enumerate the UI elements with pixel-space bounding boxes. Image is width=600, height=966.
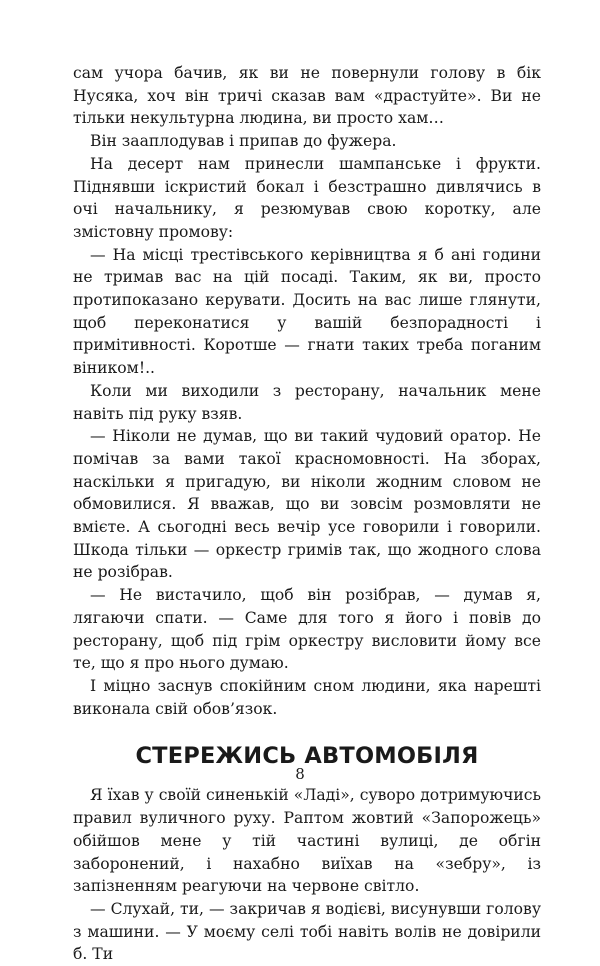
paragraph: — Ніколи не думав, що ви такий чудовий оратор. Не помічав за вами такої красномовності. На зборах, наскільки я пригадую, ви ніколи жодним словом не обмовилися. Я вважав, що ви зовсім розмовляти не вмієте. А сьогодні весь вечір усе говорили і говорили. Шкода тільки — оркестр гримів так, що жодного слова не розібрав.: [73, 427, 541, 582]
paragraph: Я їхав у своїй синенькій «Ладі», суворо дотримуючись правил вуличного руху. Раптом жовтий «Запорожець» обійшов мене у тій частині вулиці, де обгін заборонений, і нахабно виїхав на «зебру», із запізненням реагуючи на червоне світло.: [73, 786, 541, 896]
chapter-title: СТЕРЕЖИСЬ АВТОМОБІЛЯ: [135, 743, 479, 770]
page-number: 8: [295, 765, 305, 783]
paragraph: — Слухай, ти, — закричав я водієві, висунувши голову з машини. — У моєму селі тобі навіть волів не довірили б. Ти: [73, 899, 541, 964]
paragraph: І міцно заснув спокійним сном людини, яка нарешті виконала свій обов’язок.: [73, 676, 541, 718]
paragraph: Коли ми виходили з ресторану, начальник мене навіть під руку взяв.: [73, 381, 541, 423]
paragraph: На десерт нам принесли шампанське і фрукти. Піднявши іскристий бокал і безстрашно дивлячись в очі начальнику, я резюмував свою коротку, але змістовну промову:: [73, 154, 541, 241]
page-body: [73, 62, 541, 966]
paragraph: — Не вистачило, щоб він розібрав, — думав я, лягаючи спати. — Саме для того я його і повів до ресторану, щоб під грім оркестру висловити йому все те, що я про нього думаю.: [73, 586, 541, 673]
paragraph: Він зааплодував і припав до фужера.: [90, 132, 397, 151]
paragraph: сам учора бачив, як ви не повернули голову в бік Нусяка, хоч він тричі сказав вам «драстуйте». Ви не тільки некультурна людина, ви просто хам…: [73, 64, 541, 128]
paragraph: — На місці трестівського керівництва я б ані години не тримав вас на цій посаді. Таким, як ви, просто протипоказано керувати. Досить на вас лише глянути, щоб переконатися у вашій безпорадності і примітивності. Коротше — гнати таких треба поганим віником!..: [73, 245, 541, 378]
